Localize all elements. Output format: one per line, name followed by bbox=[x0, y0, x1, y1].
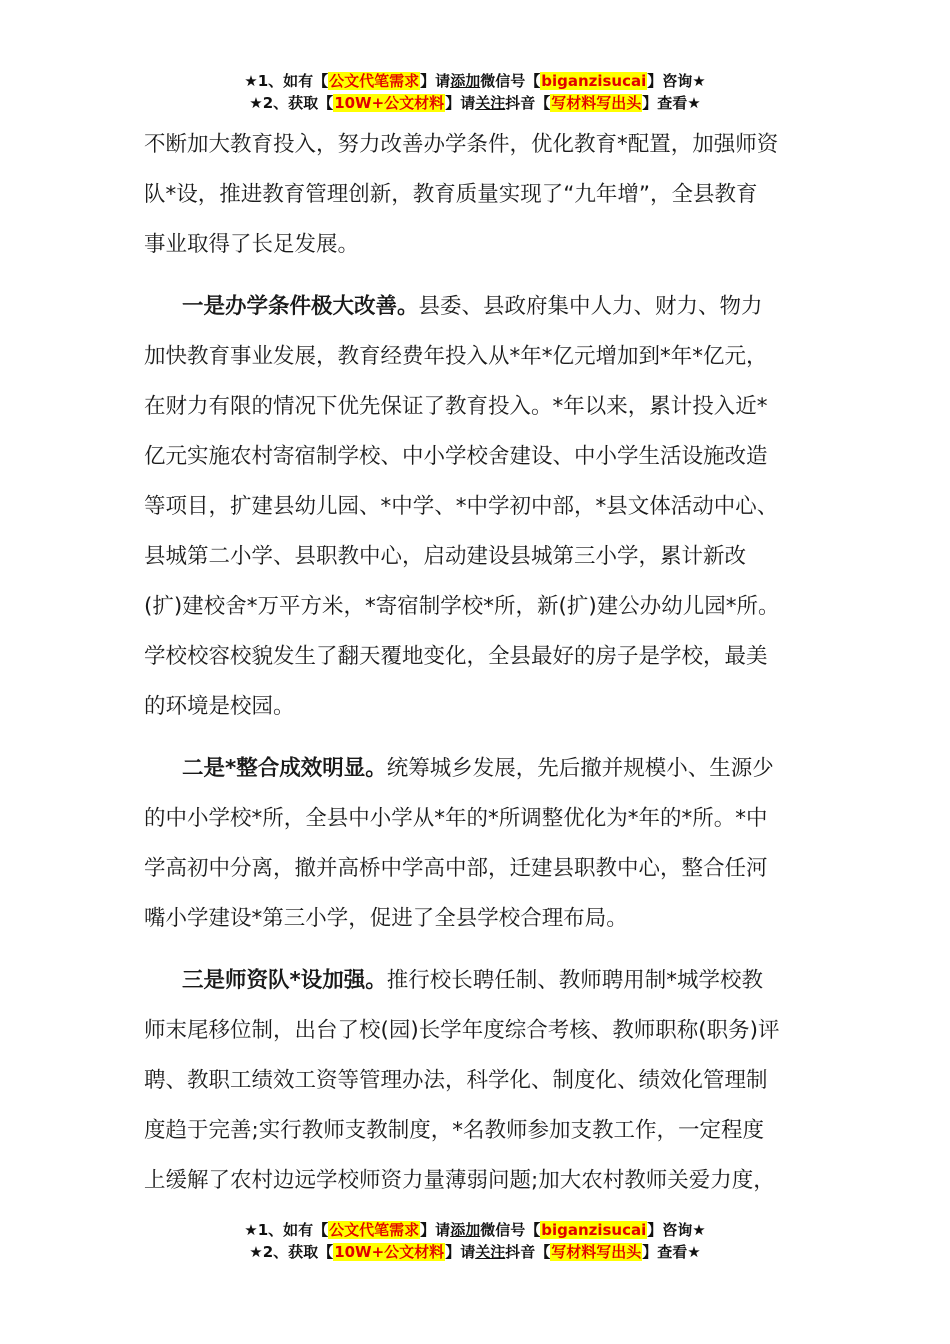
banner-line-1: ★1、如有【公文代笔需求】请添加微信号【biganzisucai】咨询★ bbox=[244, 72, 706, 90]
body-line: 的中小学校*所，全县中小学从*年的*所调整优化为*年的*所。*中 bbox=[144, 806, 768, 831]
paragraph-school-conditions bbox=[144, 282, 810, 732]
body-line: 等项目，扩建县幼儿园、*中学、*中学初中部，*县文体活动中心、 bbox=[144, 494, 779, 519]
header-banner bbox=[0, 70, 950, 114]
body-line: 在财力有限的情况下优先保证了教育投入。*年以来，累计投入近* bbox=[144, 394, 768, 419]
banner-highlight: 公文代笔需求 bbox=[329, 1221, 420, 1239]
body-line: 统筹城乡发展，先后撤并规模小、生源少 bbox=[386, 756, 774, 781]
body-line: 聘、教职工绩效工资等管理办法，科学化、制度化、绩效化管理制 bbox=[144, 1068, 768, 1093]
body-line: 队*设，推进教育管理创新，教育质量实现了“九年增”，全县教育 bbox=[144, 182, 758, 207]
body-line: 事业取得了长足发展。 bbox=[144, 232, 360, 257]
body-line: 度趋于完善;实行教师支教制度，*名教师参加支教工作，一定程度 bbox=[144, 1118, 764, 1143]
banner-highlight: 10W+公文材料 bbox=[334, 94, 445, 112]
body-line: 县城第二小学、县职教中心，启动建设县城第三小学，累计新改 bbox=[144, 544, 747, 569]
paragraph-integration bbox=[144, 744, 810, 944]
banner-douyin-id: 写材料写出头 bbox=[551, 94, 642, 112]
body-line: 学高初中分离，撤并高桥中学高中部，迁建县职教中心，整合任河 bbox=[144, 856, 768, 881]
banner-wechat-id: biganzisucai bbox=[541, 1221, 647, 1239]
body-line: 的环境是校园。 bbox=[144, 694, 295, 719]
banner-douyin-id: 写材料写出头 bbox=[551, 1243, 642, 1261]
banner-wechat-id: biganzisucai bbox=[541, 72, 647, 90]
paragraph-heading: 三是师资队*设加强。 bbox=[182, 968, 387, 993]
body-line: 亿元实施农村寄宿制学校、中小学校舍建设、中小学生活设施改造 bbox=[144, 444, 768, 469]
paragraph-heading: 二是*整合成效明显。 bbox=[182, 756, 387, 781]
banner-line-1: ★1、如有【公文代笔需求】请添加微信号【biganzisucai】咨询★ bbox=[244, 1221, 706, 1239]
banner-highlight: 10W+公文材料 bbox=[334, 1243, 445, 1261]
body-line: 不断加大教育投入，努力改善办学条件，优化教育*配置，加强师资 bbox=[144, 132, 779, 157]
footer-banner bbox=[0, 1219, 950, 1263]
body-line: 加快教育事业发展，教育经费年投入从*年*亿元增加到*年*亿元， bbox=[144, 344, 768, 369]
body-line: (扩)建校舍*万平方米，*寄宿制学校*所，新(扩)建公办幼儿园*所。 bbox=[144, 594, 780, 619]
banner-line-2: ★2、获取【10W+公文材料】请关注抖音【写材料写出头】查看★ bbox=[249, 1243, 701, 1261]
banner-highlight: 公文代笔需求 bbox=[329, 72, 420, 90]
document-body bbox=[144, 120, 810, 1206]
body-line: 学校校容校貌发生了翻天覆地变化，全县最好的房子是学校，最美 bbox=[144, 644, 768, 669]
paragraph-heading: 一是办学条件极大改善。 bbox=[182, 294, 419, 319]
body-line: 县委、县政府集中人力、财力、物力 bbox=[418, 294, 763, 319]
body-line: 师末尾移位制，出台了校(园)长学年度综合考核、教师职称(职务)评 bbox=[144, 1018, 780, 1043]
body-line: 推行校长聘任制、教师聘用制*城学校教 bbox=[386, 968, 764, 993]
body-line: 上缓解了农村边远学校师资力量薄弱问题;加大农村教师关爱力度， bbox=[144, 1168, 775, 1193]
paragraph-intro bbox=[144, 120, 810, 270]
paragraph-teachers bbox=[144, 956, 810, 1206]
body-line: 嘴小学建设*第三小学，促进了全县学校合理布局。 bbox=[144, 906, 628, 931]
banner-line-2: ★2、获取【10W+公文材料】请关注抖音【写材料写出头】查看★ bbox=[249, 94, 701, 112]
